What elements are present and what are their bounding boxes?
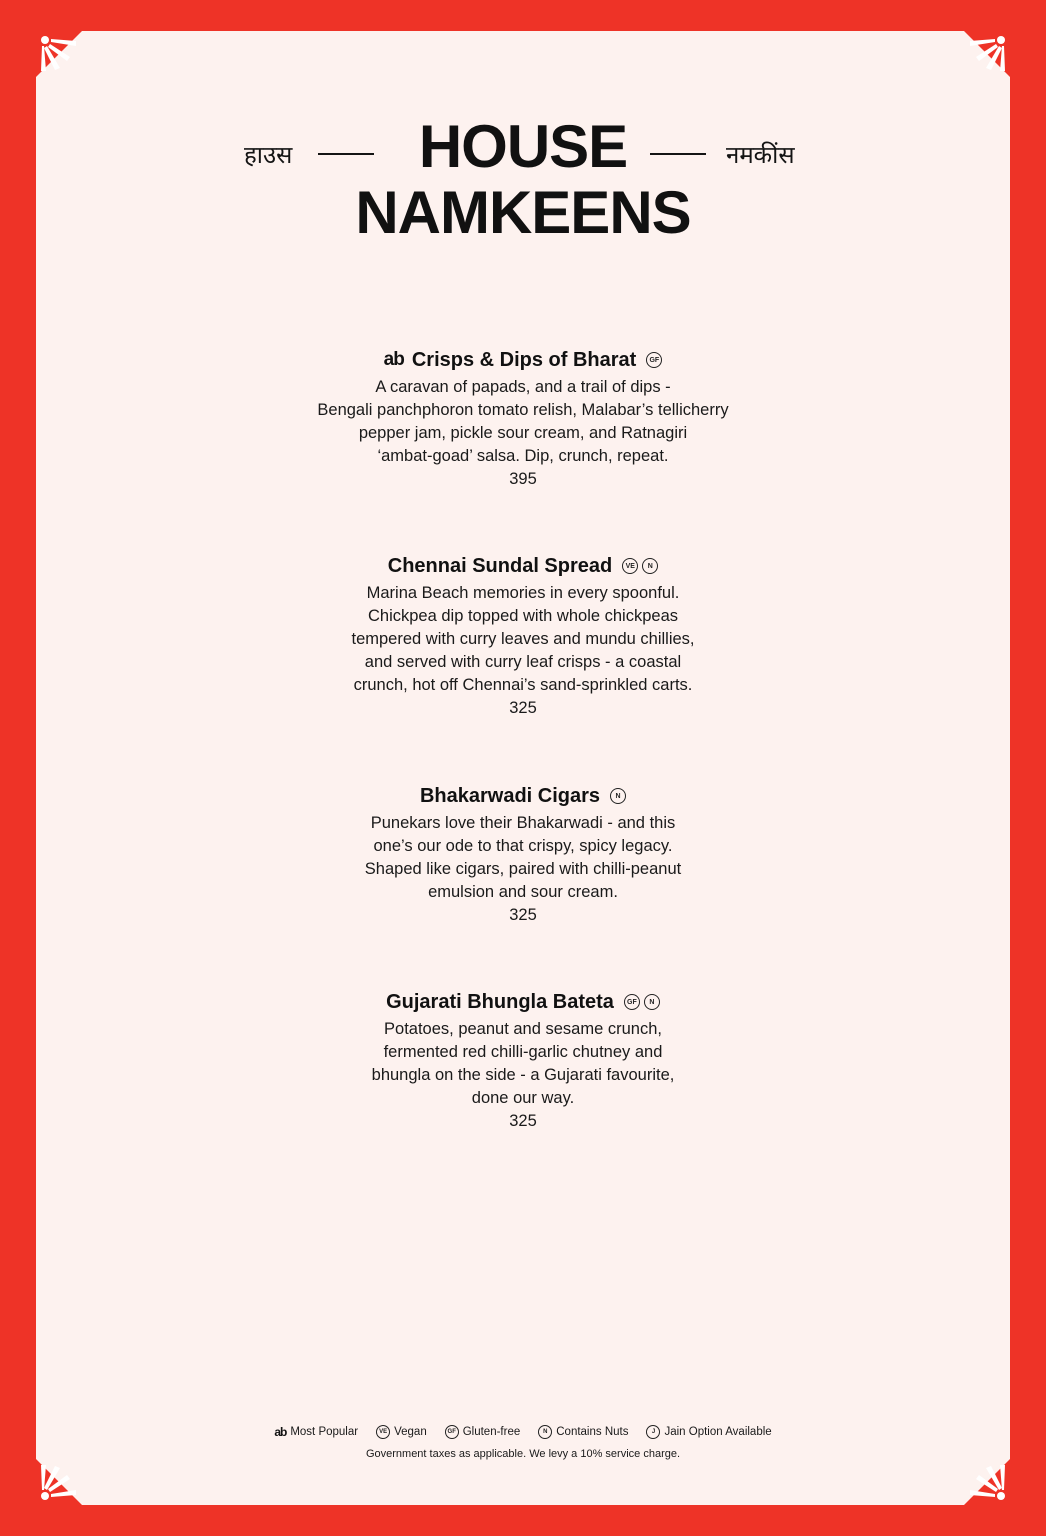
title-line-1: HOUSE <box>418 113 628 180</box>
menu-item-description: Punekars love their Bhakarwadi - and this one’s our ode to that crispy, spicy legacy. Shaped like cigars, paired with chilli-peanut emulsion and sour cream. <box>364 814 682 901</box>
legend-label: Most Popular <box>290 1426 359 1438</box>
corner-fan-ornament-icon <box>964 31 1010 77</box>
legend-most-popular <box>274 1425 358 1439</box>
dietary-legend <box>0 1425 1046 1439</box>
contains-nuts-badge-icon: N <box>644 994 660 1010</box>
gluten-free-badge-icon: GF <box>445 1425 459 1439</box>
menu-item-price: 395 <box>509 470 537 488</box>
menu-item-price: 325 <box>509 1112 537 1130</box>
gluten-free-badge-icon: GF <box>646 352 662 368</box>
most-popular-icon: ab <box>274 1425 287 1439</box>
legend-jain <box>646 1425 771 1439</box>
most-popular-icon: ab <box>383 349 404 370</box>
jain-option-badge-icon: J <box>646 1425 660 1439</box>
legend-label: Contains Nuts <box>556 1426 629 1438</box>
menu-item <box>213 782 833 927</box>
title-line-2: NAMKEENS <box>355 179 691 246</box>
menu-item-header <box>213 988 833 1016</box>
tax-footnote: Government taxes as applicable. We levy a 10% service charge. <box>365 1448 681 1460</box>
menu-item-price: 325 <box>509 699 537 717</box>
menu-item-name: Chennai Sundal Spread <box>387 554 613 577</box>
menu-item-description: Potatoes, peanut and sesame crunch, fermented red chilli-garlic chutney and bhungla on the side - a Gujarati favourite, done our way. <box>371 1020 675 1107</box>
contains-nuts-badge-icon: N <box>642 558 658 574</box>
legend-contains-nuts <box>538 1425 628 1439</box>
menu-item-description: Marina Beach memories in every spoonful. Chickpea dip topped with whole chickpeas tempered with curry leaves and mundu chillies, and served with curry leaf crisps - a coastal crunch, hot off Chennai’s sand-sprinkled carts. <box>351 584 695 694</box>
legend-label: Gluten-free <box>462 1426 521 1438</box>
contains-nuts-badge-icon: N <box>610 788 626 804</box>
gluten-free-badge-icon: GF <box>624 994 640 1010</box>
menu-item <box>213 988 833 1133</box>
menu-item <box>213 346 833 491</box>
corner-fan-ornament-icon <box>36 31 82 77</box>
corner-fan-ornament-icon <box>36 1459 82 1505</box>
menu-panel <box>36 31 1010 1505</box>
menu-item-name: Gujarati Bhungla Bateta <box>386 990 614 1013</box>
menu-item-name: Crisps & Dips of Bharat <box>411 348 637 371</box>
legend-vegan <box>376 1425 427 1439</box>
legend-label: Vegan <box>394 1426 427 1438</box>
corner-fan-ornament-icon <box>964 1459 1010 1505</box>
menu-item-header <box>213 346 833 374</box>
menu-item-header <box>213 552 833 580</box>
legend-gluten-free <box>445 1425 521 1439</box>
legend-label: Jain Option Available <box>664 1426 772 1438</box>
contains-nuts-badge-icon: N <box>538 1425 552 1439</box>
menu-item-description: A caravan of papads, and a trail of dips - Bengali panchphoron tomato relish, Malabar’s tellicherry pepper jam, pickle sour cream, and Ratnagiri ‘ambat-goad’ salsa. Dip, crunch, repeat. <box>317 378 729 465</box>
hindi-heading-left: हाउस <box>244 141 293 169</box>
vegan-badge-icon: VE <box>622 558 638 574</box>
menu-item <box>213 552 833 720</box>
menu-item-header <box>213 782 833 810</box>
hindi-heading-right: नमकींस <box>726 141 795 169</box>
heading-dash-right <box>650 153 706 155</box>
menu-item-name: Bhakarwadi Cigars <box>419 784 601 807</box>
page-title <box>0 114 1046 246</box>
vegan-badge-icon: VE <box>376 1425 390 1439</box>
menu-item-price: 325 <box>509 906 537 924</box>
